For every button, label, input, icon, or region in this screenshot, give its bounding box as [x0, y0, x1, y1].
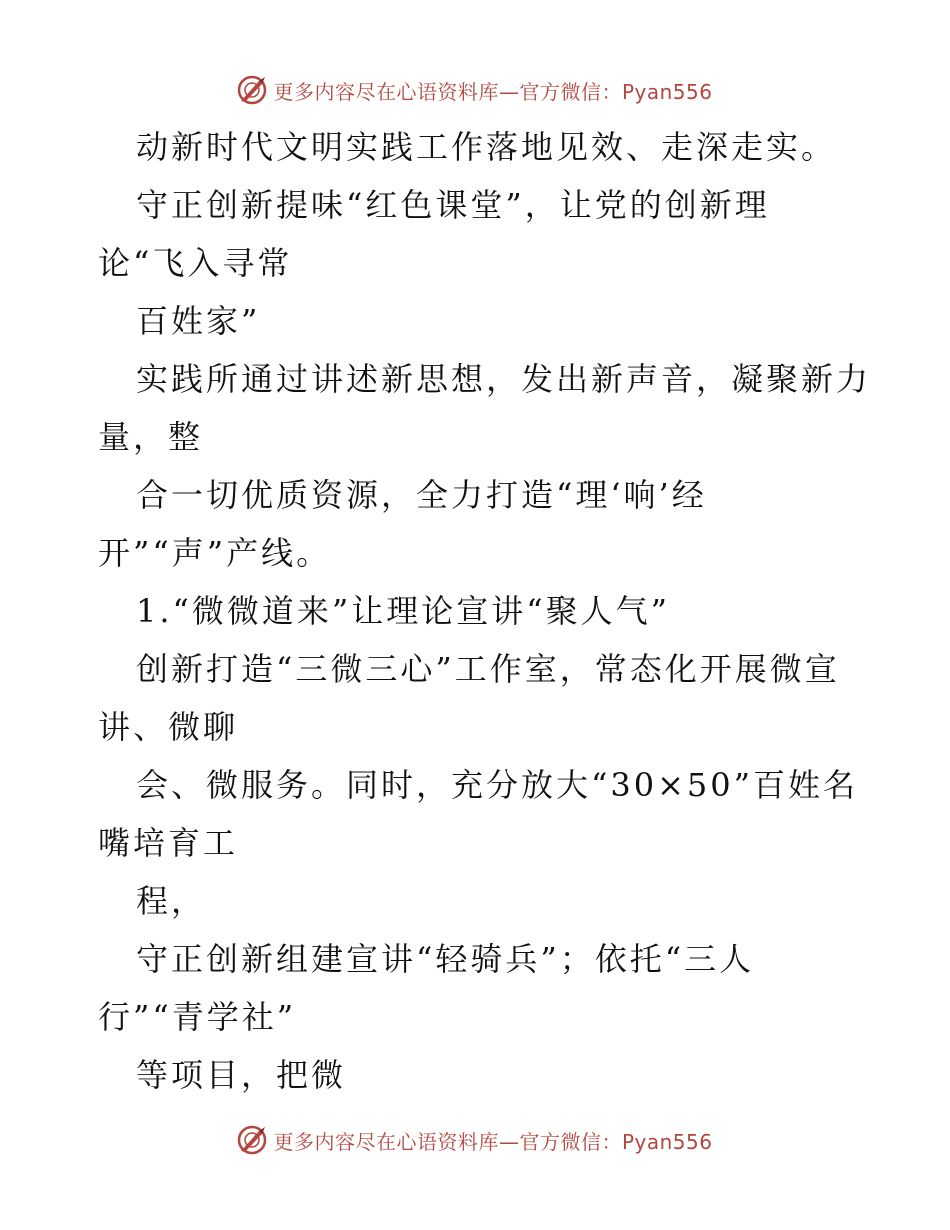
text-line: 开”“声”产线。	[98, 534, 332, 572]
text-line: 实践所通过讲述新思想，发出新声音，凝聚新力	[136, 360, 872, 398]
text-line: 1.“微微道来”让理论宣讲“聚人气”	[136, 592, 670, 630]
footer-watermark	[0, 1120, 950, 1160]
text-line: 守正创新组建宣讲“轻骑兵”；依托“三人	[136, 940, 755, 978]
watermark-text: 更多内容尽在心语资料库—官方微信：Pyan556	[273, 79, 713, 104]
text-line: 量，整	[98, 418, 204, 456]
text-line: 讲、微聊	[98, 708, 239, 746]
text-line: 行”“青学社”	[98, 998, 297, 1036]
feather-pen-logo-icon	[237, 1125, 267, 1155]
text-line: 程，	[136, 882, 207, 920]
feather-pen-logo-icon	[237, 75, 267, 105]
watermark-text: 更多内容尽在心语资料库—官方微信：Pyan556	[273, 1129, 713, 1154]
text-line: 合一切优质资源，全力打造“理‘响’经	[136, 476, 707, 514]
header-watermark	[0, 70, 950, 110]
text-line: 嘴培育工	[98, 824, 239, 862]
text-line: 守正创新提味“红色课堂”，让党的创新理	[136, 186, 770, 224]
text-line: 动新时代文明实践工作落地见效、走深走实。	[136, 128, 837, 166]
watermark-group	[237, 1125, 712, 1155]
text-line: 会、微服务。同时，充分放大“30×50”百姓名	[136, 766, 858, 804]
document-body	[98, 118, 872, 1104]
watermark-group	[237, 75, 712, 105]
text-line: 百姓家”	[136, 302, 261, 340]
text-line: 等项目，把微	[136, 1056, 347, 1094]
text-line: 创新打造“三微三心”工作室，常态化开展微宣	[136, 650, 840, 688]
text-line: 论“飞入寻常	[98, 244, 293, 282]
